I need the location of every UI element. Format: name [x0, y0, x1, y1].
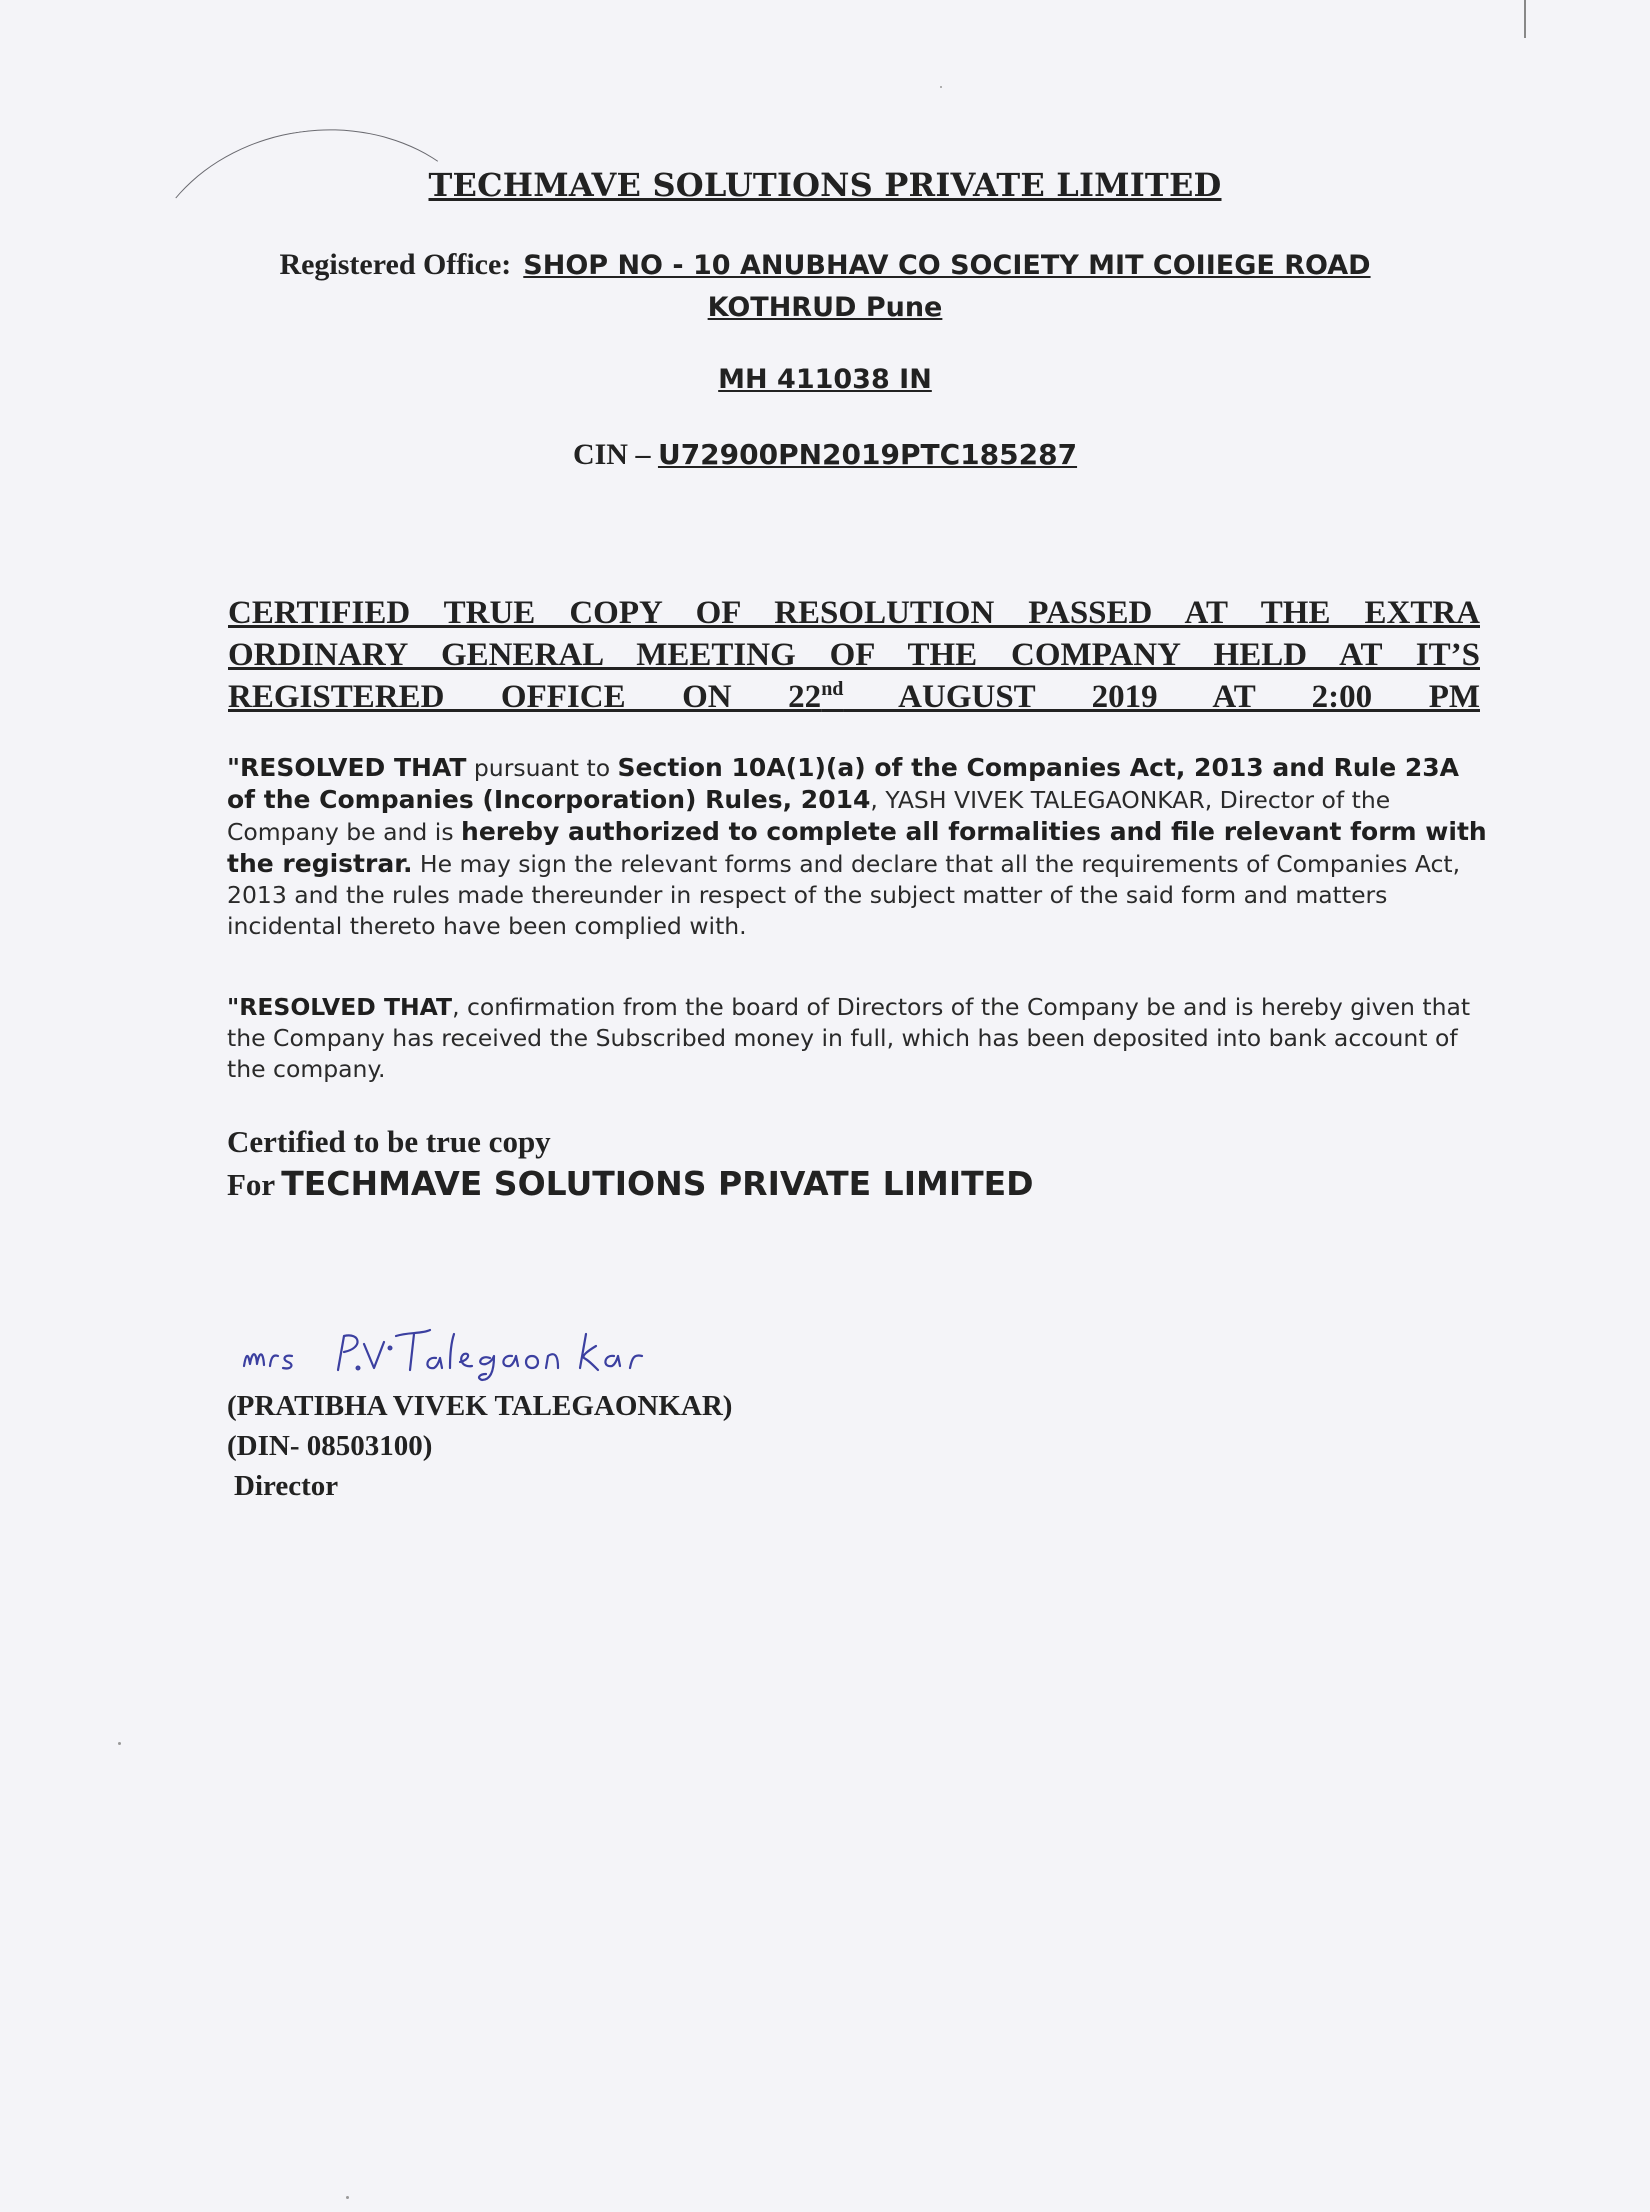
scan-speck: [940, 86, 942, 88]
office-address-line2: KOTHRUD Pune: [707, 292, 943, 323]
resolution-paragraph-1: [227, 752, 1495, 942]
resolution-1-text-2: , YASH VIVEK TALEGAONKAR, Director of the Company be and is: [227, 786, 1391, 846]
resolution-1-text-1: pursuant to: [466, 754, 618, 782]
heading-line-3: [228, 676, 1480, 718]
cin-label: CIN –: [572, 438, 651, 471]
signatory-din: (DIN- 08503100): [227, 1430, 433, 1462]
for-company-line: [227, 1164, 1034, 1203]
office-address-line3: MH 411038 IN: [718, 364, 932, 395]
office-label: Registered Office:: [279, 248, 512, 281]
resolution-2-lead: "RESOLVED THAT: [227, 993, 453, 1021]
scan-speck: [118, 1742, 121, 1745]
heading-line-2: ORDINARY GENERAL MEETING OF THE COMPANY HELD AT IT’S: [228, 637, 1480, 673]
for-label: For: [227, 1167, 276, 1202]
resolution-1-bold-2: hereby authorized to complete all formalities and file relevant form with the registrar.: [227, 817, 1487, 878]
certified-true-copy: Certified to be true copy: [227, 1124, 551, 1159]
resolution-2-text: , confirmation from the board of Directors of the Company be and is hereby given that the Company has received the Subscribed money in full, which has been deposited into bank account of the company.: [227, 993, 1471, 1083]
heading-line-3-b: AUGUST 2019 AT 2:00 PM: [843, 679, 1480, 715]
signatory-role: Director: [234, 1470, 339, 1502]
registered-office: [0, 248, 1650, 282]
resolution-1-text-3: He may sign the relevant forms and declare that all the requirements of Companies Act, 2013 and the rules made thereunder in respect of the subject matter of the said form and matters incidental thereto have been complied with.: [227, 850, 1461, 940]
for-company-name: TECHMAVE SOLUTIONS PRIVATE LIMITED: [281, 1164, 1034, 1203]
scan-speck: [346, 2196, 349, 2199]
handwritten-signature: [240, 1318, 760, 1388]
resolution-1-lead: "RESOLVED THAT: [227, 753, 467, 782]
company-title: TECHMAVE SOLUTIONS PRIVATE LIMITED: [428, 166, 1222, 204]
heading-line-3-sup: nd: [821, 678, 844, 700]
resolution-paragraph-2: [227, 992, 1495, 1085]
office-address-line1: SHOP NO - 10 ANUBHAV CO SOCIETY MIT COIIEGE ROAD: [523, 250, 1371, 281]
heading-line-1: CERTIFIED TRUE COPY OF RESOLUTION PASSED AT THE EXTRA: [228, 595, 1480, 631]
resolution-heading: [228, 592, 1480, 718]
heading-line-3-a: REGISTERED OFFICE ON 22: [228, 679, 822, 715]
cin-line: [0, 438, 1650, 472]
resolution-1-bold-1: Section 10A(1)(a) of the Companies Act, 2013 and Rule 23A of the Companies (Incorporation) Rules, 2014: [227, 753, 1460, 814]
signatory-name: (PRATIBHA VIVEK TALEGAONKAR): [227, 1390, 733, 1422]
cin-value: U72900PN2019PTC185287: [657, 438, 1078, 471]
scan-artifact-line: [1524, 0, 1526, 38]
